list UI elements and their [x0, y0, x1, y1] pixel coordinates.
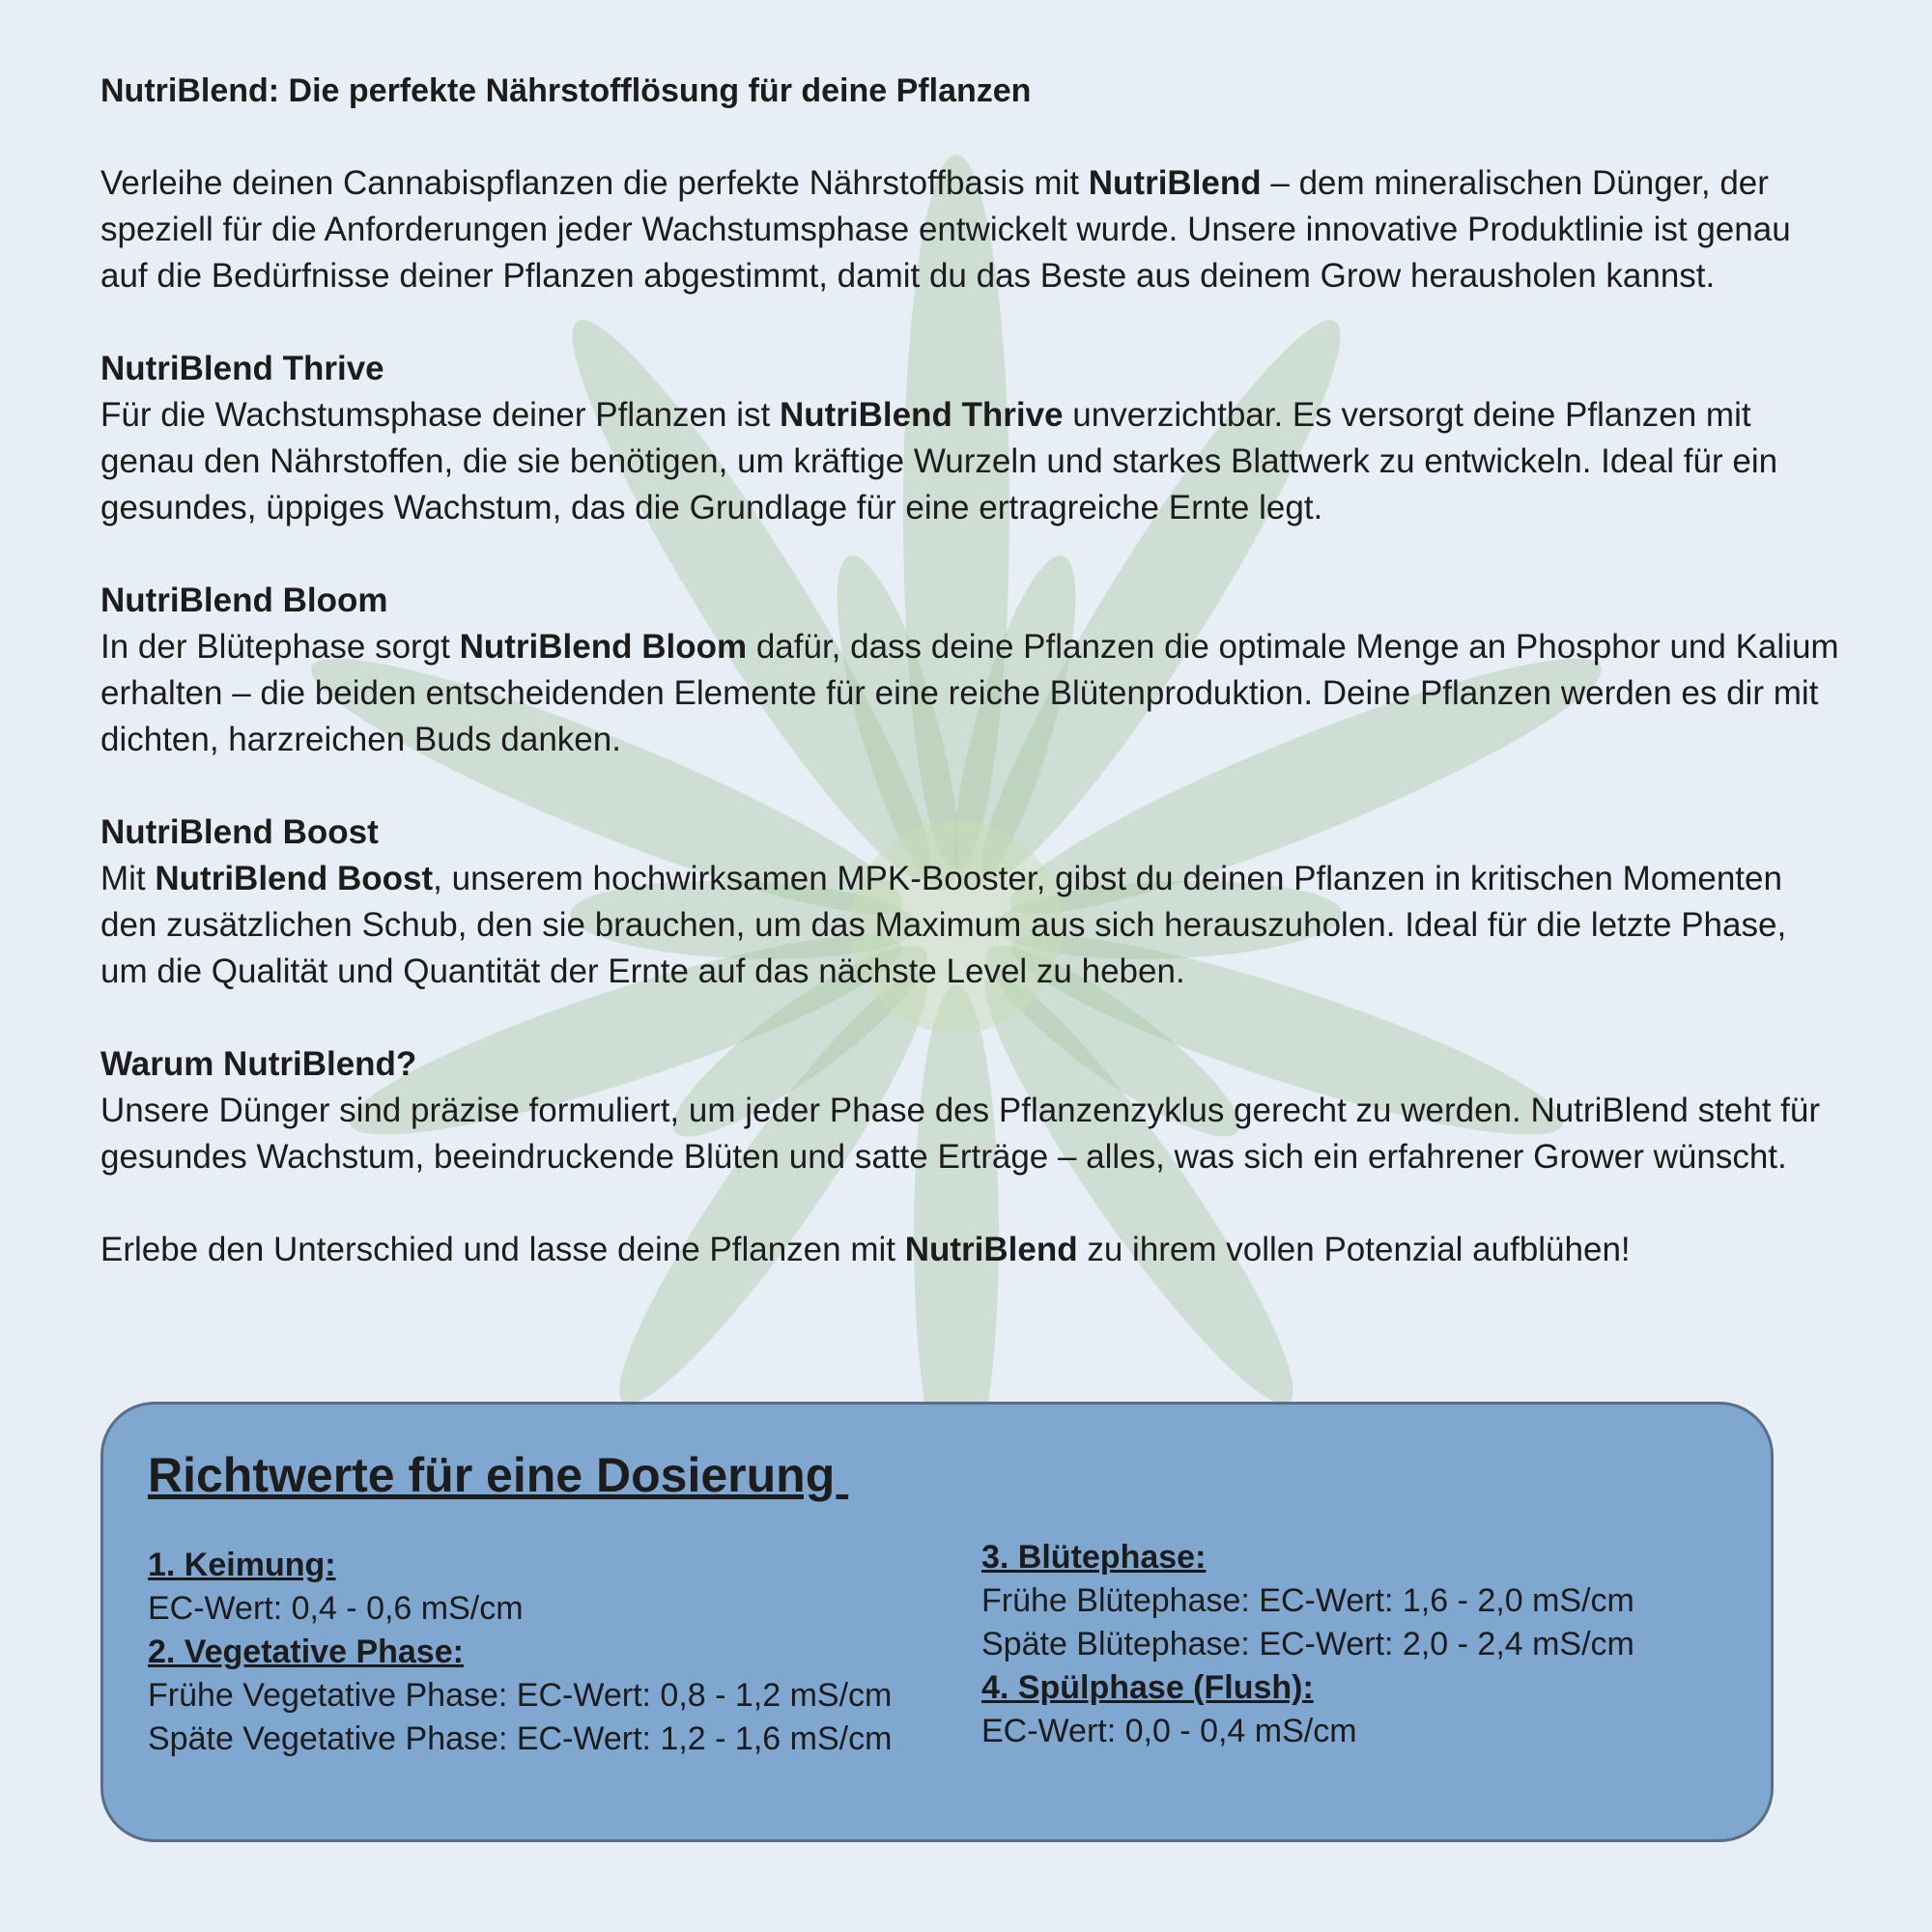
flowering-late-ec-value: Späte Blütephase: EC-Wert: 2,0 - 2,4 mS/cm	[981, 1626, 1634, 1662]
bloom-text-start: In der Blütephase sorgt	[100, 628, 460, 666]
section-title-bloom: NutriBlend Bloom	[100, 582, 388, 619]
section-title-why: Warum NutriBlend?	[100, 1045, 417, 1083]
flush-ec-value: EC-Wert: 0,0 - 0,4 mS/cm	[981, 1713, 1357, 1749]
section-body-boost	[100, 856, 1839, 995]
thrive-text-end: unverzichtbar. Es versorgt deine Pflanzen mit genau den Nährstoffen, die sie benötigen, um kräftige Wurzeln und starkes Blattwerk zu entwickeln. Ideal für ein gesundes, üppiges Wachstum, das die Grundlage für eine ertragreiche Ernte legt.	[100, 396, 1778, 526]
bloom-text-end: dafür, dass deine Pflanzen die optimale Menge an Phosphor und Kalium erhalten – die beiden entscheidenden Elemente für eine reiche Blütenproduktion. Deine Pflanzen werden es dir mit dichten, harzreichen Buds danken.	[100, 628, 1839, 758]
boost-product-name: NutriBlend Boost	[155, 860, 434, 897]
intro-paragraph	[100, 160, 1839, 299]
section-why	[100, 1041, 1839, 1180]
section-body-thrive	[100, 392, 1839, 531]
closing-brand-name: NutriBlend	[904, 1231, 1078, 1268]
section-body-bloom	[100, 624, 1839, 763]
dosing-title: Richtwerte für eine Dosierung	[148, 1448, 849, 1502]
flowering-heading: 3. Blütephase:	[981, 1539, 1207, 1576]
vegetative-heading: 2. Vegetative Phase:	[148, 1634, 464, 1670]
intro-brand-name: NutriBlend	[1088, 164, 1262, 202]
dosing-column-right	[981, 1536, 1634, 1753]
section-body-why: Unsere Dünger sind präzise formuliert, um jeder Phase des Pflanzenzyklus gerecht zu werden. NutriBlend steht für gesundes Wachstum, beeindruckende Blüten und satte Erträge – alles, was sich ein erfahrener Grower wünscht.	[100, 1092, 1821, 1176]
germination-ec-value: EC-Wert: 0,4 - 0,6 mS/cm	[148, 1590, 524, 1627]
flowering-early-ec-value: Frühe Blütephase: EC-Wert: 1,6 - 2,0 mS/cm	[981, 1582, 1634, 1619]
closing-paragraph	[100, 1227, 1839, 1273]
bloom-product-name: NutriBlend Bloom	[459, 628, 748, 666]
section-boost	[100, 810, 1839, 995]
article-content	[100, 68, 1839, 1320]
germination-heading: 1. Keimung:	[148, 1547, 336, 1583]
boost-text-start: Mit	[100, 860, 156, 897]
vegetative-early-ec-value: Frühe Vegetative Phase: EC-Wert: 0,8 - 1,2 mS/cm	[148, 1677, 893, 1714]
thrive-text-start: Für die Wachstumsphase deiner Pflanzen ist	[100, 396, 780, 434]
dosing-column-left	[148, 1544, 892, 1761]
dosing-guide-box	[100, 1402, 1774, 1842]
intro-text-start: Verleihe deinen Cannabispflanzen die perfekte Nährstoffbasis mit	[100, 164, 1089, 202]
section-title-boost: NutriBlend Boost	[100, 813, 379, 851]
page-title: NutriBlend: Die perfekte Nährstofflösung für deine Pflanzen	[100, 72, 1032, 109]
section-title-thrive: NutriBlend Thrive	[100, 350, 384, 387]
closing-text-start: Erlebe den Unterschied und lasse deine Pflanzen mit	[100, 1231, 905, 1268]
boost-text-end: , unserem hochwirksamen MPK-Booster, gibst du deinen Pflanzen in kritischen Momenten den zusätzlichen Schub, den sie brauchen, um das Maximum aus sich herauszuholen. Ideal für die letzte Phase, um die Qualität und Quantität der Ernte auf das nächste Level zu heben.	[100, 860, 1787, 990]
thrive-product-name: NutriBlend Thrive	[779, 396, 1064, 434]
section-bloom	[100, 578, 1839, 763]
vegetative-late-ec-value: Späte Vegetative Phase: EC-Wert: 1,2 - 1,6 mS/cm	[148, 1720, 893, 1757]
intro-text-end: – dem mineralischen Dünger, der speziell für die Anforderungen jeder Wachstumsphase entwickelt wurde. Unsere innovative Produktlinie ist genau auf die Bedürfnisse deiner Pflanzen abgestimmt, damit du das Beste aus deinem Grow herausholen kannst.	[100, 164, 1791, 295]
section-thrive	[100, 346, 1839, 531]
closing-text-end: zu ihrem vollen Potenzial aufblühen!	[1077, 1231, 1631, 1268]
flush-heading: 4. Spülphase (Flush):	[981, 1669, 1314, 1706]
